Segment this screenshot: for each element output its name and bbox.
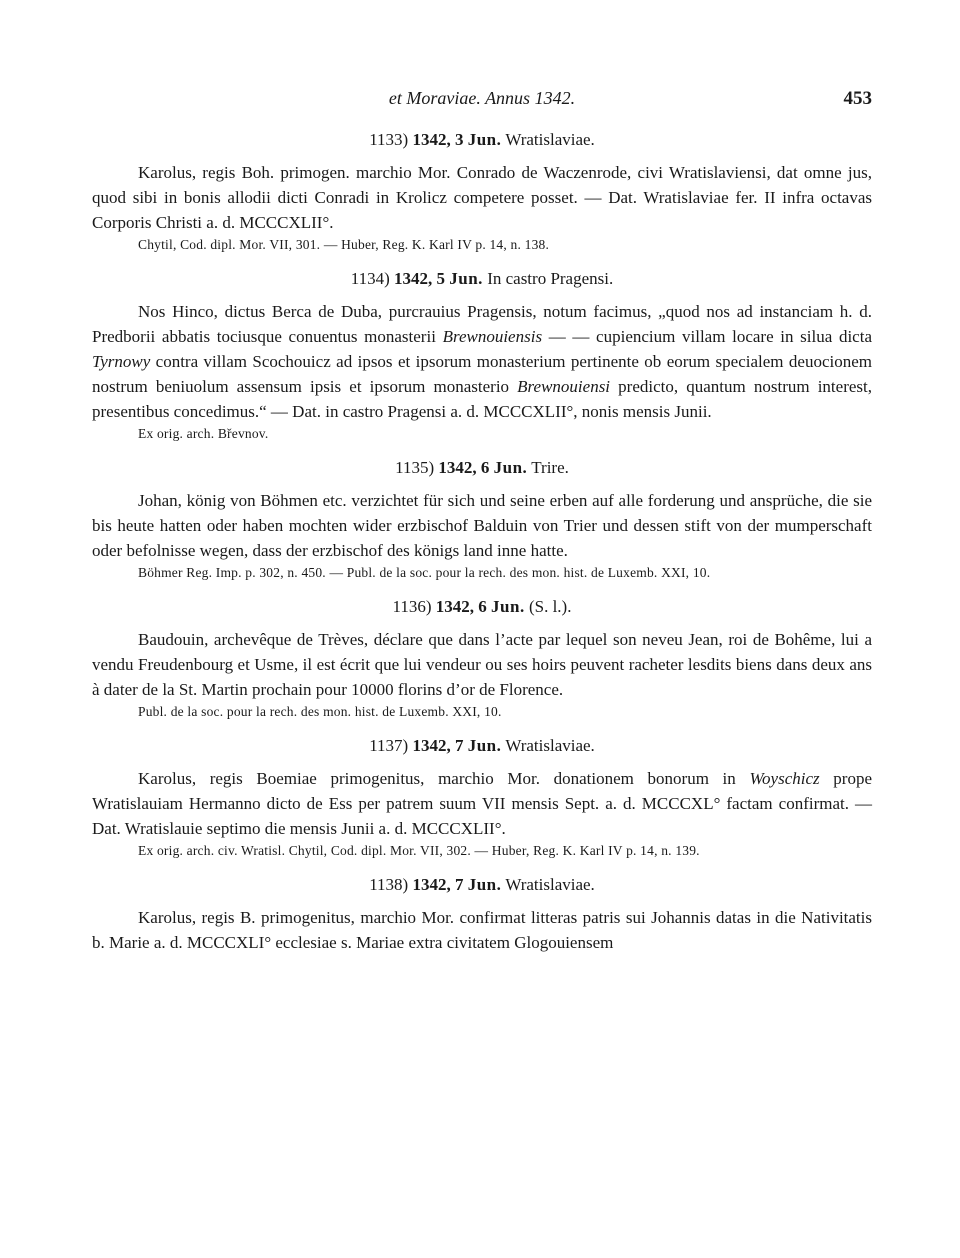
body-text: contra villam Scochouicz ad ipsos et ipsorum monasterium pertinente ob eorum specialem deuocionem nostrum beniuolum assensum ipsis et ipsorum monasterio <box>92 352 872 396</box>
entry-1134 <box>92 269 872 444</box>
entry-source: Publ. de la soc. pour la rech. des mon. hist. de Luxemb. XXI, 10. <box>138 704 502 719</box>
entry-1133 <box>92 130 872 255</box>
entry-month: Jun. <box>467 875 502 894</box>
body-italic: Brewnouiensis <box>442 327 543 346</box>
body-text: prope Wratislauiam Hermanno dicto de Ess per patrem suum VII mensis Sept. a. d. MCCCXL° factam confirmat. — Dat. Wratislauie septimo die mensis Junii a. d. MCCCXLII°. <box>92 769 872 838</box>
entry-source: Böhmer Reg. Imp. p. 302, n. 450. — Publ. de la soc. pour la rech. des mon. hist. de Luxemb. XXI, 10. <box>138 565 711 580</box>
entry-place: Trire. <box>531 458 569 477</box>
entry-body: Karolus, regis B. primogenitus, marchio Mor. confirmat litteras patris sui Johannis datas in die Nativitatis b. Marie a. d. MCCCXLI° ecclesiae s. Mariae extra civitatem Glogouiensem <box>92 908 872 952</box>
entry-number: 1136) <box>392 597 432 616</box>
entry-heading <box>92 875 872 895</box>
entry-date: 1342, 7 <box>412 875 464 894</box>
entry-body: Johan, könig von Böhmen etc. verzichtet für sich und seine erben auf alle forderung und ansprüche, die sie bis heute hatten oder haben mochten wider erzbischof Balduin von Trier und dessen stift von der mumperschaft oder befolnisse wegen, dass der erzbischof des königs land inne hatte. <box>92 491 872 560</box>
entry-place: Wratislaviae. <box>505 875 595 894</box>
body-italic: Woyschicz <box>749 769 820 788</box>
entry-month: Jun. <box>491 597 525 616</box>
entry-date: 1342, 5 <box>394 269 446 288</box>
entry-place: Wratislaviae. <box>505 130 595 149</box>
entry-1135 <box>92 458 872 583</box>
entry-place: Wratislaviae. <box>505 736 595 755</box>
entry-body: Baudouin, archevêque de Trèves, déclare que dans l’acte par lequel son neveu Jean, roi de Bohême, lui a vendu Freudenbourg et Usme, il est écrit que lui vendeur ou ses hoirs peuvent racheter lesdits biens dans deux ans à dater de la St. Martin prochain pour 10000 florins d’or de Florence. <box>92 630 872 699</box>
entry-month: Jun. <box>467 130 502 149</box>
body-text: predicto, quantum nostrum interest, presentibus concedimus.“ — Dat. in castro Pragensi a. d. MCCCXLII°, nonis mensis Junii. <box>92 377 872 421</box>
entry-1138 <box>92 875 872 955</box>
running-head <box>92 84 872 116</box>
entry-heading <box>92 736 872 756</box>
entry-number: 1137) <box>369 736 409 755</box>
body-text: — — cupiencium villam locare in silua dicta <box>542 327 872 346</box>
entry-date: 1342, 6 <box>438 458 490 477</box>
entry-heading <box>92 269 872 289</box>
entry-number: 1138) <box>369 875 409 894</box>
entry-date: 1342, 6 <box>435 597 487 616</box>
entry-body: Karolus, regis Boh. primogen. marchio Mor. Conrado de Waczenrode, civi Wratislaviensi, dat omne jus, quod sibi in bonis allodii dicti Conradi in Krolicz competere posset. — Dat. Wratislaviae fer. II infra octavas Corporis Christi a. d. MCCCXLII°. <box>92 163 872 232</box>
entry-heading <box>92 458 872 478</box>
entry-date: 1342, 7 <box>412 736 464 755</box>
entry-heading <box>92 597 872 617</box>
entry-body <box>92 299 872 424</box>
entry-place: (S. l.). <box>528 597 572 616</box>
entry-source: Chytil, Cod. dipl. Mor. VII, 301. — Huber, Reg. K. Karl IV p. 14, n. 138. <box>138 237 550 252</box>
running-title: et Moraviae. Annus 1342. <box>388 88 576 108</box>
body-text: Karolus, regis Boemiae primogenitus, marchio Mor. donationem bonorum in <box>138 769 750 788</box>
entry-1137 <box>92 736 872 861</box>
page-number: 453 <box>843 88 872 109</box>
entry-1136 <box>92 597 872 722</box>
entry-month: Jun. <box>467 736 502 755</box>
entry-body <box>92 766 872 841</box>
entry-heading <box>92 130 872 150</box>
entry-place: In castro Pragensi. <box>487 269 614 288</box>
body-italic: Tyrnowy <box>92 352 151 371</box>
body-italic: Brewnouiensi <box>517 377 611 396</box>
body-text: Nos Hinco, dictus Berca de Duba, purcrauius Pragensis, notum facimus, „quod nos ad instanciam h. d. Predborii abbatis tociusque conuentus monasterii <box>92 302 872 346</box>
entry-date: 1342, 3 <box>412 130 464 149</box>
entry-number: 1133) <box>369 130 409 149</box>
entry-number: 1135) <box>395 458 435 477</box>
entry-source: Ex orig. arch. civ. Wratisl. Chytil, Cod. dipl. Mor. VII, 302. — Huber, Reg. K. Karl IV p. 14, n. 139. <box>138 843 700 858</box>
entry-source: Ex orig. arch. Břevnov. <box>138 426 269 441</box>
entry-month: Jun. <box>493 458 528 477</box>
entry-number: 1134) <box>350 269 390 288</box>
entry-month: Jun. <box>449 269 483 288</box>
